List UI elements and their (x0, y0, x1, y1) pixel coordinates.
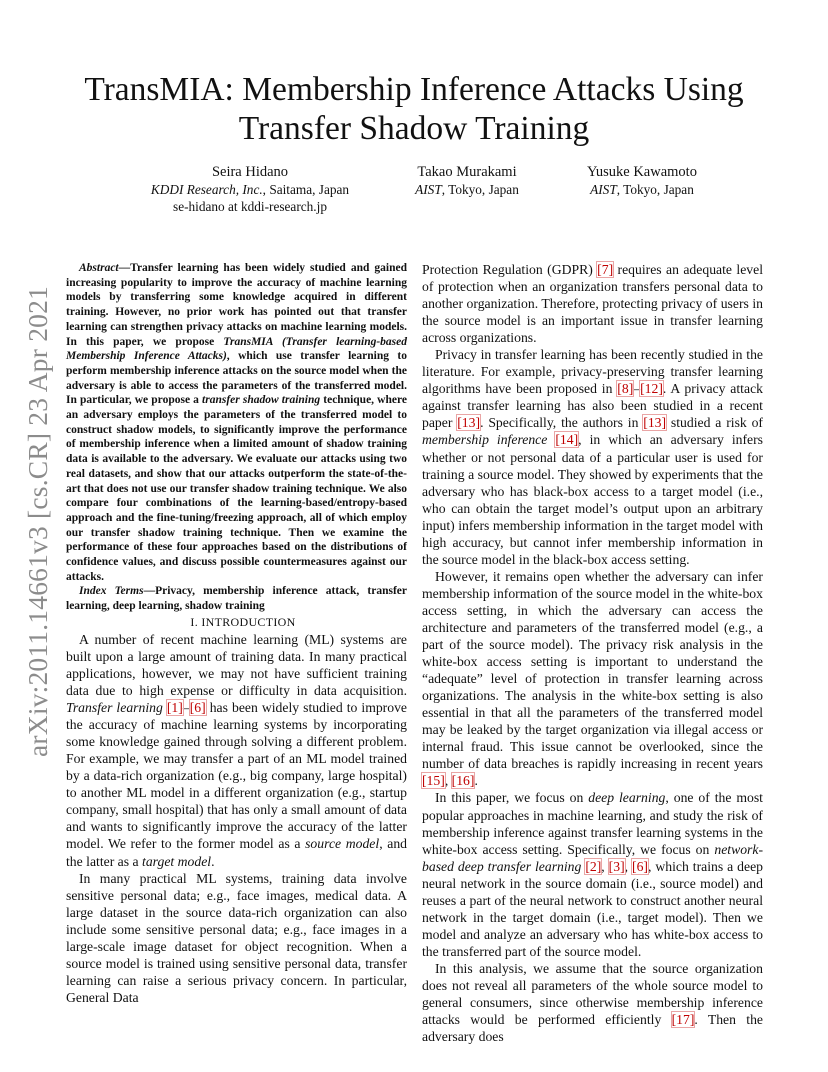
author-name: Seira Hidano (211, 164, 289, 180)
author-2 (377, 164, 557, 198)
title-line-1: TransMIA: Membership Inference Attacks Using (84, 71, 744, 108)
body-paragraph-5: In this analysis, we assume that the source organization does not reveal all parameters of the whole source model to general consumers, since otherwise membership inference attacks would be performed efficiently [17]. Then the adversary does (422, 960, 763, 1045)
author-name: Yusuke Kawamoto (587, 164, 697, 180)
citation-link[interactable]: [13] (457, 415, 481, 431)
intro-paragraph-2: In many practical ML systems, training data involve sensitive personal data; e.g., face images, medical data. A large dataset in the source data-rich organization can also include some sensitive personal data; e.g., face images in a large-scale image dataset for object recognition. When a source model is trained using sensitive personal data, transfer learning can raise a serious privacy concern. In particular, General Data (66, 870, 407, 1005)
body-paragraph-2: Privacy in transfer learning has been recently studied in the literature. For example, privacy-preserving transfer learning algorithms have been proposed in [8]–[12]. A privacy attack against transfer learning has also been studied in a recent paper [13]. Specifically, the authors in [13] studied a risk of membership inference [14], in which an adversary infers whether or not personal data of a particular user is used for training a source model. They showed by experiments that the adversary who has black-box access to a target model (i.e., who can obtain the target model’s output upon an arbitrary input) infers membership information in the target model with high accuracy, but cannot infer membership information in the source model in the black-box access setting. (422, 347, 763, 567)
citation-link[interactable]: [1] (166, 700, 183, 716)
author-3 (552, 164, 732, 198)
right-column (422, 261, 763, 1045)
citation-link[interactable]: [2] (585, 858, 602, 874)
title-line-2: Transfer Shadow Training (238, 110, 590, 147)
citation-link[interactable]: [15] (422, 773, 445, 789)
author-affiliation: AIST, Tokyo, Japan (415, 182, 519, 197)
body-paragraph-1: Protection Regulation (GDPR) [7] requires an adequate level of protection when an organization transfers personal data to another organization. Therefore, protecting privacy of users in the source model is an important issue in transfer learning across organizations. (422, 262, 763, 346)
author-name: Takao Murakami (417, 164, 517, 180)
intro-paragraph-1: A number of recent machine learning (ML) systems are built upon a large amount of training data. In many practical applications, however, we may not have sufficient training data due to high expense or difficulty in data acquisition. Transfer learning [1]–[6] has been widely studied to improve the accuracy of machine learning systems by incorporating some knowledge gained through solving a different problem. For example, we may transfer a part of an ML model trained by a data-rich organization (e.g., big company, large hospital) to another ML model in a different organization (e.g., startup company, small hospital) that has only a small amount of data and wants to significantly improve the accuracy of the latter model. We refer to the former model as a source model, and the latter as a target model. (66, 631, 408, 869)
citation-link[interactable]: [6] (632, 858, 648, 874)
section-heading: I. INTRODUCTION (190, 614, 296, 629)
left-column (66, 261, 407, 1006)
citation-link[interactable]: [16] (451, 773, 475, 789)
author-affiliation: AIST, Tokyo, Japan (590, 182, 694, 197)
author-affiliation: KDDI Research, Inc., Saitama, Japan (150, 182, 350, 197)
citation-link[interactable]: [13] (643, 415, 667, 431)
citation-link[interactable]: [17] (671, 1012, 695, 1028)
citation-link[interactable]: [14] (555, 432, 579, 448)
body-paragraph-4: In this paper, we focus on deep learning, one of the most popular approaches in machine learning, and study the risk of membership inference against transfer learning systems in the white-box access setting. Specifically, we focus on network-based deep transfer learning [2], [3], [6], which trains a deep neural network in the source domain (i.e., source model) and reuses a part of the neural network to construct another neural network in the target domain (i.e., target model). Then we model and analyze an adversary who has white-box access to the transferred part of the source model. (422, 790, 763, 959)
author-email: se-hidano at kddi-research.jp (173, 199, 327, 214)
index-terms: Index Terms—Privacy, membership inference attack, transfer learning, deep learning, shadow training (66, 585, 407, 613)
arxiv-identifier: arXiv:2011.14661v3 [cs.CR] 23 Apr 2021 (22, 286, 53, 757)
citation-link[interactable]: [8] (617, 381, 634, 397)
abstract: Abstract—Transfer learning has been widely studied and gained increasing popularity to improve the accuracy of machine learning models by transferring some knowledge acquired in different training. However, no prior work has pointed out that transfer learning can strengthen privacy attacks on machine learning models. In this paper, we propose TransMIA (Transfer learning-based Membership Inference Attacks), which use transfer learning to perform membership inference attacks on the source model when the adversary is able to access the parameters of the transferred model. In particular, we propose a transfer shadow training technique, where an adversary employs the parameters of the transferred model to construct shadow models, to significantly improve the performance of membership inference when a limited amount of shadow training data is available to the adversary. We evaluate our attacks using two real datasets, and show that our attacks outperform the state-of-the-art that does not use our transfer shadow training technique. We also compare four combinations of the learning-based/entropy-based approach and the fine-tuning/freezing approach, all of which employ our transfer shadow training technique. Then we examine the performance of these four approaches based on the distributions of confidence values, and discuss possible countermeasures against our attacks. (66, 262, 407, 583)
paper-title (60, 70, 768, 148)
body-paragraph-3: However, it remains open whether the adversary can infer membership information of the source model in the white-box access setting, in which the adversary can access the architecture and parameters of the transferred model (e.g., a part of the source model). The privacy risk analysis in the white-box access setting is important to understand the “adequate” level of protection in transfer learning across organizations. The analysis in the white-box setting is also essential in that all the parameters of the transferred model may be leaked by the target organization via illegal access or internal fraud. This issue cannot be overlooked, since the number of data breaches is rapidly increasing in recent years [15], [16]. (422, 568, 763, 789)
citation-link[interactable]: [3] (608, 858, 625, 874)
citation-link[interactable]: [6] (189, 700, 206, 716)
citation-link[interactable]: [12] (640, 381, 663, 397)
citation-link[interactable]: [7] (597, 262, 614, 277)
author-1 (130, 164, 370, 215)
